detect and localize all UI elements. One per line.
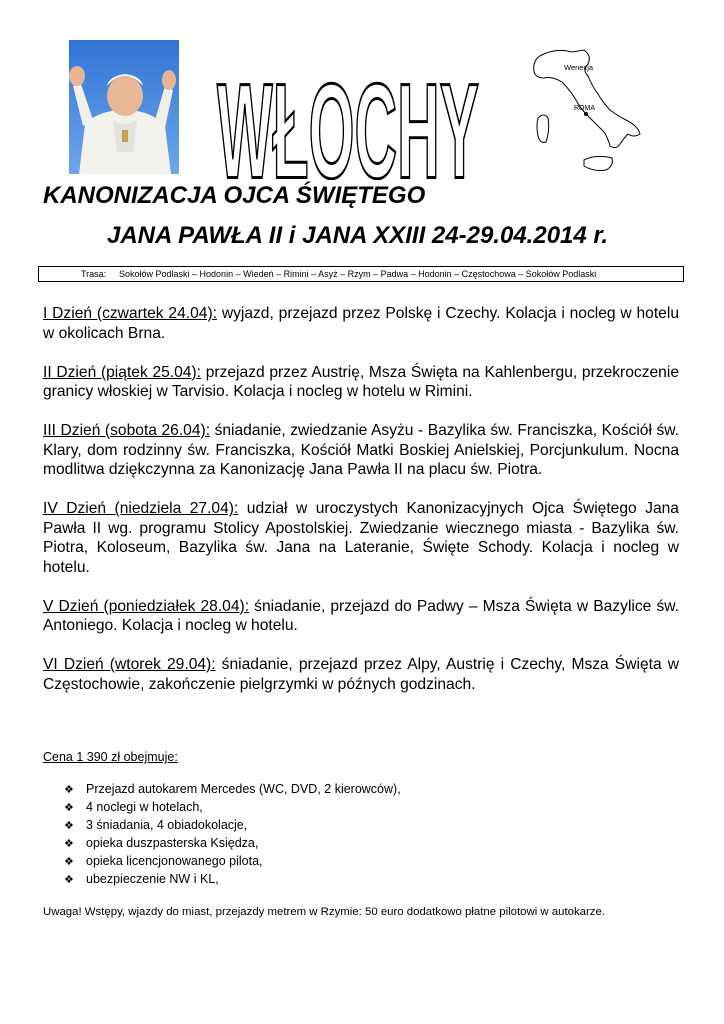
day-3 [43, 421, 679, 480]
day-label: I Dzień (czwartek 24.04): [43, 305, 217, 322]
list-item [64, 853, 401, 871]
day-text: śniadanie, zwiedzanie Asyżu - Bazylika św. Franciszka, Kościół św. Klary, dom rodzinny św. Franciszka, Kościół Matki Boskiej Anielskiej, Porcjunkulum. Nocna modlitwa dziękczynna za Kanonizację Jana Pawła II na placu św. Piotra. [43, 422, 679, 478]
note-text: Uwaga! Wstępy, wjazdy do miast, przejazdy metrem w Rzymie: 50 euro dodatkowo płatne pilotowi w autokarze. [43, 906, 605, 918]
italy-map [528, 46, 650, 178]
list-item-text: ubezpieczenie NW i KL, [86, 872, 219, 886]
route-value: Sokołów Podlaski – Hodonin – Wiedeń – Rimini – Asyż – Rzym – Padwa – Hodonin – Częstochowa – Sokołów Podlaski [119, 269, 597, 279]
list-item-text: Przejazd autokarem Mercedes (WC, DVD, 2 kierowców), [86, 782, 401, 796]
day-label: III Dzień (sobota 26.04): [43, 422, 211, 439]
list-item [64, 835, 401, 853]
route-label: Trasa: [81, 269, 107, 279]
list-item [64, 871, 401, 889]
list-item-text: 3 śniadania, 4 obiadokolacje, [86, 818, 248, 832]
day-2 [43, 363, 679, 402]
included-list [64, 781, 401, 889]
day-1 [43, 304, 679, 343]
day-text: wyjazd, przejazd przez Polskę i Czechy. Kolacja i nocleg w hotelu w okolicach Brna. [43, 305, 679, 342]
day-4 [43, 499, 679, 577]
day-6 [43, 655, 679, 694]
diamond-bullet-icon: ❖ [64, 874, 74, 886]
price-label: Cena 1 390 zł obejmuje: [43, 750, 178, 764]
itinerary [43, 304, 679, 714]
day-text: przejazd przez Austrię, Msza Święta na Kahlenbergu, przekroczenie granicy włoskiej w Tarvisio. Kolacja i nocleg w hotelu w Rimini. [43, 363, 679, 400]
day-text: śniadanie, przejazd do Padwy – Msza Święta w Bazylice św. Antoniego. Kolacja i nocleg w hotelu. [43, 597, 679, 634]
route-box [38, 266, 684, 282]
list-item-text: 4 noclegi w hotelach, [86, 800, 203, 814]
list-item [64, 817, 401, 835]
diamond-bullet-icon: ❖ [64, 856, 74, 868]
day-label: VI Dzień (wtorek 29.04): [43, 656, 216, 673]
diamond-bullet-icon: ❖ [64, 784, 74, 796]
list-item-text: opieka duszpasterska Księdza, [86, 836, 259, 850]
day-label: II Dzień (piątek 25.04): [43, 363, 202, 381]
list-item [64, 799, 401, 817]
day-label: V Dzień (poniedziałek 28.04): [43, 597, 250, 615]
big-title-text: WŁOCHY [217, 55, 479, 180]
diamond-bullet-icon: ❖ [64, 838, 74, 850]
day-text: udział w uroczystych Kanonizacyjnych Ojca Świętego Jana Pawła II wg. programu Stolicy Apostolskiej. Zwiedzanie wiecznego miasta - Bazylika św. Piotra, Koloseum, Bazylika św. Jana na Lateranie, Święte Schody. Kolacja i nocleg w hotelu. [43, 500, 679, 576]
diamond-bullet-icon: ❖ [64, 802, 74, 814]
pope-photo [69, 40, 179, 174]
title-line-1: KANONIZACJA OJCA ŚWIĘTEGO [43, 182, 426, 209]
title-graphic-wlochy [214, 40, 482, 180]
diamond-bullet-icon: ❖ [64, 820, 74, 832]
day-label: IV Dzień (niedziela 27.04): [43, 500, 239, 517]
map-label-roma: ROMA [574, 105, 595, 112]
day-text: śniadanie, przejazd przez Alpy, Austrię i Czechy, Msza Święta w Częstochowie, zakończenie pielgrzymki w późnych godzinach. [43, 656, 679, 693]
title-line-2: JANA PAWŁA II i JANA XXIII 24-29.04.2014 r. [107, 222, 609, 249]
list-item-text: opieka licencjonowanego pilota, [86, 854, 263, 868]
day-5 [43, 597, 679, 636]
map-label-wenecja: Wenecja [564, 63, 594, 72]
list-item [64, 781, 401, 799]
